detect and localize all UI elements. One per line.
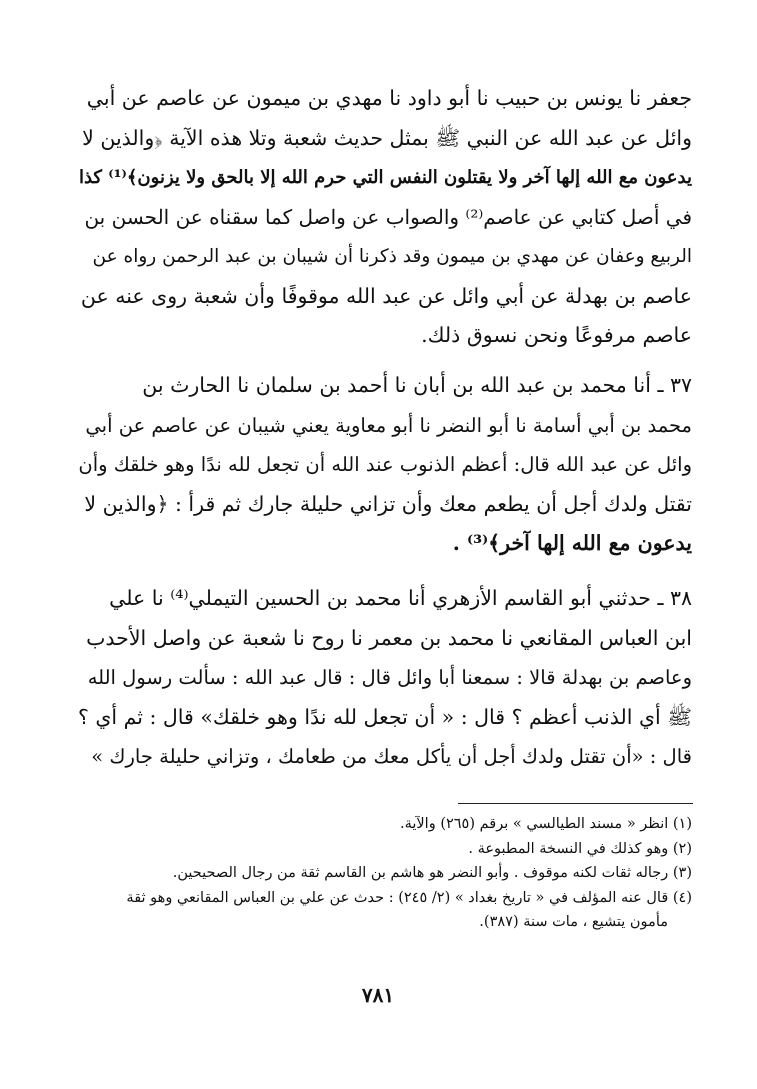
text-line: وائل عن عبد الله عن النبي ﷺ بمثل حديث شعبة وتلا هذه الآية ﴿والذين لا bbox=[82, 125, 692, 150]
footnote-4: (٤) قال عنه المؤلف في « تاريخ بغداد » (٢/ ٢٤٥) : حدث عن علي بن العباس المقانعي وهو ثقة bbox=[126, 889, 692, 906]
text-line: وعاصم بن بهدلة قالا : سمعنا أبا وائل قال : قال عبد الله : سألت رسول الله bbox=[87, 666, 692, 689]
text-line: تقتل ولدك أجل أن يطعم معك وأن تزاني حليلة جارك ثم قرأ : ﴿والذين لا bbox=[84, 491, 692, 516]
text-line: جعفر نا يونس بن حبيب نا أبو داود نا مهدي بن ميمون عن عاصم عن أبي bbox=[86, 86, 692, 110]
text-line: الربيع وعفان عن مهدي بن ميمون وقد ذكرنا أن شيبان بن عبد الرحمن رواه عن bbox=[92, 246, 692, 267]
footnote-4-continuation: مأمون يتشيع ، مات سنة (٣٨٧). bbox=[479, 914, 668, 930]
page-number: ٧٨١ bbox=[361, 983, 395, 1007]
text-line: في أصل كتابي عن عاصم⁽²⁾ والصواب عن واصل كما سقناه عن الحسن بن bbox=[84, 204, 692, 229]
footnote-1: (١) انظر « مسند الطيالسي » برقم (٢٦٥) والآية. bbox=[399, 816, 692, 832]
text-line: يدعون مع الله إلها آخر﴾⁽³⁾ . bbox=[452, 531, 692, 555]
text-line: ٣٨ ـ حدثني أبو القاسم الأزهري أنا محمد بن الحسين التيملي⁽⁴⁾ نا علي bbox=[109, 586, 692, 610]
paragraph-hadith-chain-1 bbox=[78, 79, 692, 356]
text-line: ٣٧ ـ أنا محمد بن عبد الله بن أبان نا أحمد بن سلمان نا الحارث بن bbox=[142, 373, 692, 397]
text-line: يدعون مع الله إلها آخر ولا يقتلون النفس التي حرم الله إلا بالحق ولا يزنون﴾⁽¹⁾ كذا bbox=[78, 167, 692, 188]
text-line: عاصم مرفوعًا ونحن نسوق ذلك. bbox=[421, 323, 692, 347]
text-line: ابن العباس المقانعي نا محمد بن معمر نا روح نا شعبة عن واصل الأحدب bbox=[86, 625, 692, 650]
text-line: ﷺ أي الذنب أعظم ؟ قال : « أن تجعل لله ندًا وهو خلقك» قال : ثم أي ؟ bbox=[78, 704, 692, 729]
footnote-divider bbox=[458, 803, 693, 804]
text-line: قال : «أن تقتل ولدك أجل أن يأكل معك من طعامك ، وتزاني حليلة جارك » bbox=[91, 745, 692, 768]
paragraph-hadith-37 bbox=[78, 366, 692, 564]
text-line: عاصم بن بهدلة عن أبي وائل عن عبد الله موقوفًا وأن شعبة روى عنه عن bbox=[80, 283, 692, 308]
text-line: وائل عن عبد الله قال: أعظم الذنوب عند الله أن تجعل لله ندًا وهو خلقك وأن bbox=[78, 453, 692, 476]
paragraph-hadith-38 bbox=[78, 579, 692, 777]
footnote-2: (٢) وهو كذلك في النسخة المطبوعة . bbox=[468, 840, 692, 857]
footnotes bbox=[70, 812, 692, 935]
footnote-3: (٣) رجاله ثقات لكنه موقوف . وأبو النضر هو هاشم بن القاسم ثقة من رجال الصحيحين. bbox=[172, 865, 692, 881]
text-line: محمد بن أبي أسامة نا أبو النضر نا أبو معاوية يعني شيبان عن عاصم عن أبي bbox=[85, 413, 692, 437]
